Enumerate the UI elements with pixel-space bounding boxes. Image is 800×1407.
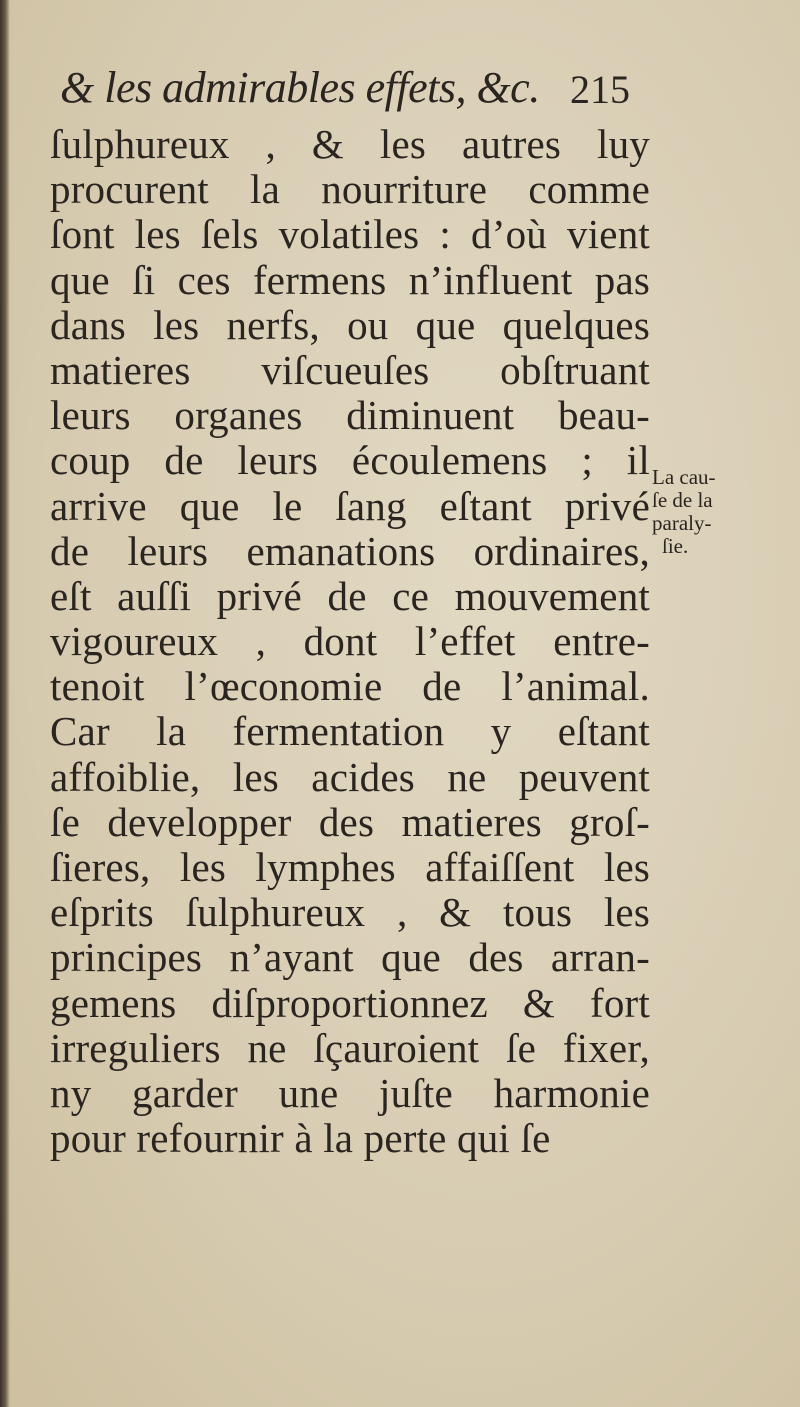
- text-line: Car la fermentation y eſtant: [50, 708, 650, 755]
- text-line: dans les nerfs, ou que quelques: [50, 301, 650, 348]
- text-line: eſt auſſi privé de ce mouvement: [50, 572, 650, 619]
- text-line: leurs organes diminuent beau-: [50, 392, 650, 439]
- text-line: principes n’ayant que des arran-: [50, 934, 650, 981]
- text-line: eſprits ſulphureux , & tous les: [50, 889, 650, 936]
- marginal-note-line: ſie.: [662, 534, 689, 558]
- marginal-note: [652, 466, 742, 558]
- marginal-note-line: paraly-: [652, 511, 712, 535]
- text-line: arrive que le ſang eſtant privé: [50, 482, 650, 529]
- text-line: ny garder une juſte harmonie: [50, 1069, 650, 1116]
- text-line: pour refournir à la perte qui ſe: [50, 1115, 551, 1162]
- text-line: procurent la nourriture comme: [50, 166, 650, 213]
- running-header: [60, 62, 630, 118]
- text-line: ſieres, les lymphes affaiſſent les: [50, 844, 650, 890]
- body-text: [50, 122, 650, 1161]
- running-title: & les admirables effets, &c.: [60, 63, 540, 112]
- text-line: coup de leurs écoulemens ; il: [50, 437, 650, 484]
- page-number: 215: [570, 67, 630, 112]
- text-line: tenoit l’œconomie de l’animal.: [50, 663, 650, 710]
- text-line: ſulphureux , & les autres luy: [50, 121, 650, 167]
- text-line: irreguliers ne ſçauroient ſe fixer,: [50, 1024, 650, 1071]
- text-line: que ſi ces fermens n’influent pas: [50, 256, 650, 303]
- text-line: gemens diſproportionnez & fort: [50, 979, 650, 1026]
- text-line: vigoureux , dont l’effet entre-: [50, 618, 650, 665]
- book-gutter-shadow: [0, 0, 10, 1407]
- text-line: ſont les ſels volatiles : d’où vient: [50, 211, 650, 258]
- text-line: ſe developper des matieres groſ-: [50, 798, 650, 845]
- text-line: affoiblie, les acides ne peuvent: [50, 753, 650, 800]
- text-line: matieres viſcueuſes obſtruant: [50, 346, 650, 393]
- marginal-note-line: ſe de la: [652, 488, 713, 512]
- marginal-note-line: La cau-: [652, 465, 716, 489]
- text-line: de leurs emanations ordinaires,: [50, 527, 650, 574]
